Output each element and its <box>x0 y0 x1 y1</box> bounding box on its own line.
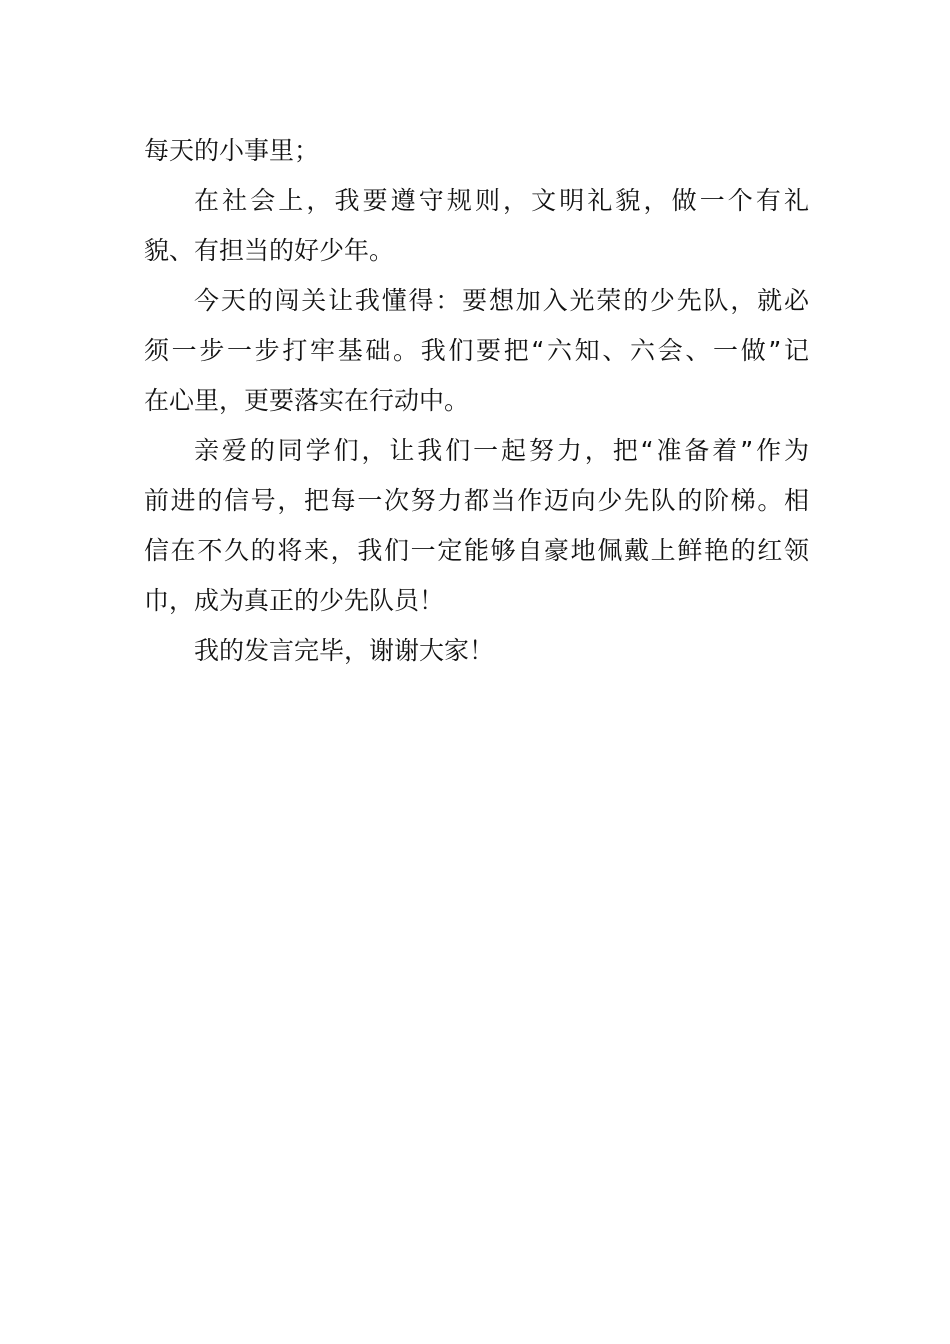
text-line-5: 须一步一步打牢基础。我们要把“六知、六会、一做”记 <box>144 336 809 365</box>
text-line-3: 貌、有担当的好少年。 <box>144 236 395 265</box>
text-line-1: 每天的小事里； <box>144 136 320 165</box>
text-line-6: 在心里，更要落实在行动中。 <box>144 386 470 415</box>
speech-text <box>144 126 809 676</box>
text-line-2: 在社会上，我要遵守规则，文明礼貌，做一个有礼 <box>194 186 809 215</box>
text-line-8: 前进的信号，把每一次努力都当作迈向少先队的阶梯。相 <box>144 486 809 515</box>
text-line-4: 今天的闯关让我懂得：要想加入光荣的少先队，就必 <box>194 286 809 315</box>
text-line-10: 巾，成为真正的少先队员！ <box>144 586 445 615</box>
text-line-11: 我的发言完毕，谢谢大家！ <box>194 636 495 665</box>
text-line-7: 亲爱的同学们，让我们一起努力，把“准备着”作为 <box>194 436 809 465</box>
text-line-9: 信在不久的将来，我们一定能够自豪地佩戴上鲜艳的红领 <box>144 536 809 565</box>
